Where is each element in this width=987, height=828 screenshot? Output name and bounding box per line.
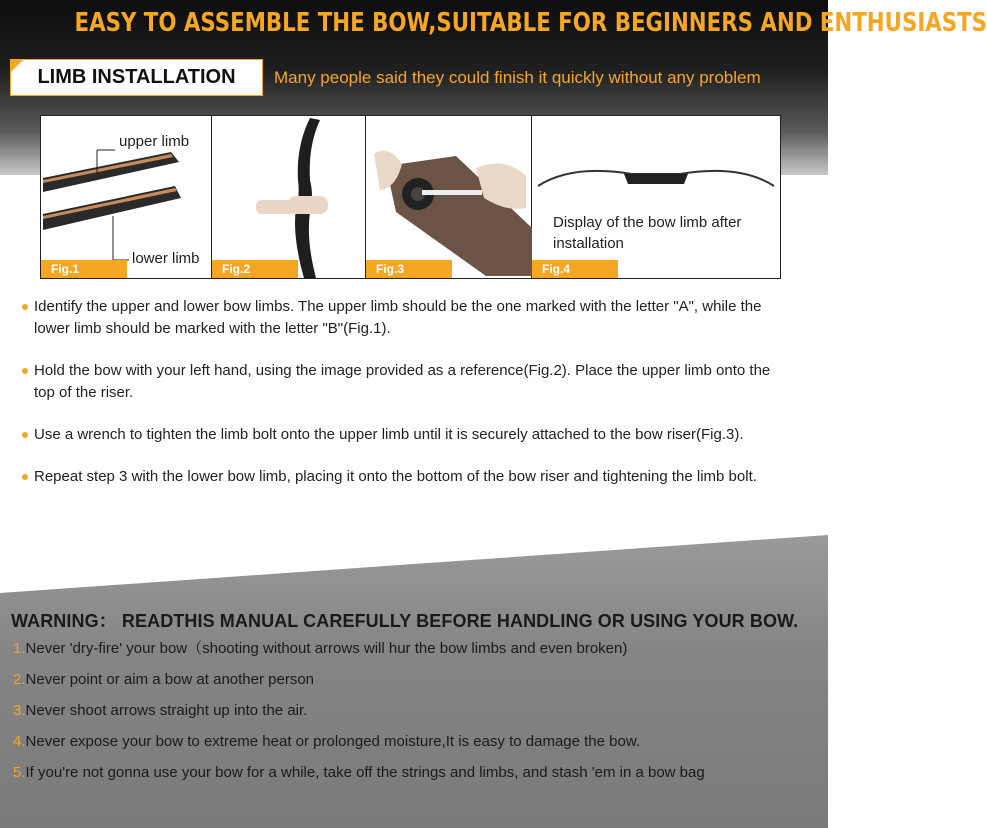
warning-item (13, 671, 823, 689)
warning-item (13, 640, 823, 658)
warning-item (13, 702, 823, 720)
step-item (22, 466, 782, 488)
bow-riser-illustration (212, 116, 366, 280)
warning-title: WARNING： READTHIS MANUAL CAREFULLY BEFORE HANDLING OR USING YOUR BOW. (11, 611, 799, 631)
fig-tag: Fig.1 (41, 260, 127, 278)
warning-number: 2. (13, 671, 26, 688)
warning-number: 5. (13, 764, 26, 781)
instruction-steps (22, 296, 782, 508)
figure-3 (366, 116, 532, 278)
warning-text: Never point or aim a bow at another person (25, 671, 315, 688)
fig-tag: Fig.4 (532, 260, 618, 278)
page-headline: EASY TO ASSEMBLE THE BOW,SUITABLE FOR BEGINNERS AND ENTHUSIASTS (74, 8, 987, 38)
step-item (22, 424, 782, 446)
step-text: Use a wrench to tighten the limb bolt onto the upper limb until it is securely attached to the bow riser(Fig.3). (34, 426, 744, 443)
figure-1 (41, 116, 212, 278)
tagline: Many people said they could finish it quickly without any problem (274, 68, 761, 87)
warning-number: 1. (13, 640, 26, 657)
wrench-illustration (366, 116, 532, 280)
step-text: Hold the bow with your left hand, using the image provided as a reference(Fig.2). Place the upper limb onto the top of the riser. (34, 362, 771, 401)
lower-limb-label: lower limb (132, 250, 200, 267)
fig-tag: Fig.3 (366, 260, 452, 278)
warning-text: Never shoot arrows straight up into the air. (25, 702, 308, 719)
step-item (22, 296, 782, 340)
warning-number: 4. (13, 733, 26, 750)
step-item (22, 360, 782, 404)
warning-text: If you're not gonna use your bow for a while, take off the strings and limbs, and stash 'em in a bow bag (25, 764, 705, 781)
figure-2 (212, 116, 366, 278)
bullet-icon (22, 432, 28, 438)
step-text: Identify the upper and lower bow limbs. The upper limb should be the one marked with the letter "A", while the lower limb should be marked with the letter "B"(Fig.1). (34, 298, 762, 337)
warning-text: Never 'dry-fire' your bow（shooting without arrows will hur the bow limbs and even broken) (25, 640, 628, 657)
warning-item (13, 733, 823, 751)
warning-number: 3. (13, 702, 26, 719)
warning-text: Never expose your bow to extreme heat or prolonged moisture,It is easy to damage the bow. (25, 733, 641, 750)
section-label-limb-installation: LIMB INSTALLATION (10, 59, 263, 96)
fig4-caption: Display of the bow limb after installation (553, 214, 742, 252)
bullet-icon (22, 304, 28, 310)
warning-item (13, 764, 823, 782)
figure-4 (532, 116, 780, 278)
step-text: Repeat step 3 with the lower bow limb, placing it onto the bottom of the bow riser and tightening the limb bolt. (34, 468, 757, 485)
warning-list (13, 640, 823, 795)
assembled-bow-illustration (532, 116, 780, 280)
bullet-icon (22, 368, 28, 374)
bullet-icon (22, 474, 28, 480)
figure-strip (40, 115, 781, 279)
upper-limb-label: upper limb (119, 133, 190, 150)
fig-tag: Fig.2 (212, 260, 298, 278)
